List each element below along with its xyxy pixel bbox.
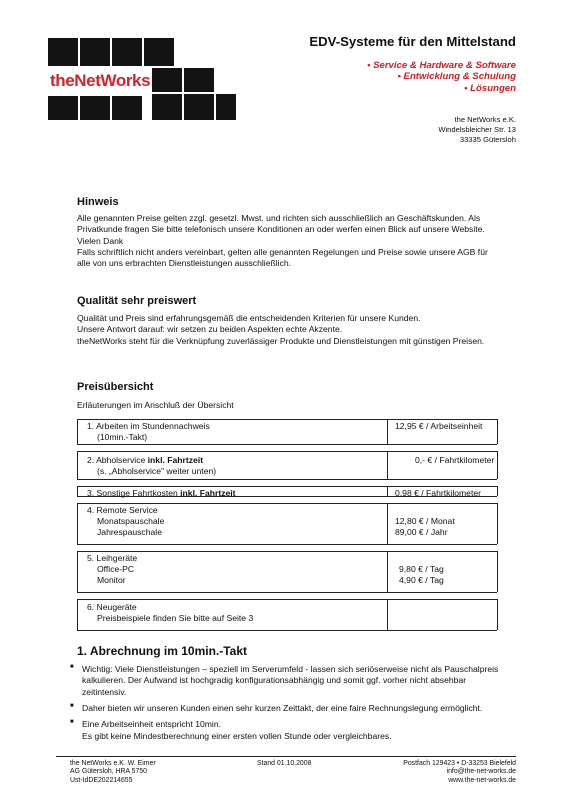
row-price: 0,- € / Fahrtkilometer bbox=[415, 455, 495, 465]
footer-contact bbox=[403, 760, 516, 785]
hinweis-text bbox=[77, 213, 497, 270]
row-price: 12,95 € / Arbeitseinheit bbox=[395, 421, 483, 431]
list-item-text: Daher bieten wir unseren Kunden einen sehr kurzen Zeittakt, der eine faire Rechnungslegung ermöglicht. bbox=[82, 703, 483, 714]
row-price: 9,80 € / Tag bbox=[399, 564, 444, 574]
logo-text: theNetWorks bbox=[50, 69, 150, 93]
row-label bbox=[87, 455, 203, 466]
table-rule bbox=[77, 630, 497, 631]
label-part: 3. Sonstige Fahrtkosten bbox=[87, 488, 181, 498]
table-rule bbox=[77, 419, 497, 420]
address-line: the NetWorks e.K. bbox=[454, 115, 516, 124]
table-rule bbox=[77, 486, 497, 487]
footer-line: AG Gütersloh, HRA 5750 bbox=[70, 768, 147, 776]
row-label: 5. Leihgeräte bbox=[87, 553, 138, 563]
bullet-icon: ■ bbox=[70, 703, 74, 710]
footer-email: info@the-net-works.de bbox=[446, 768, 516, 776]
footer-line: the NetWorks e.K. W. Eimer bbox=[70, 760, 156, 767]
address-line: Windelsbleicher Str. 13 bbox=[438, 125, 516, 135]
sender-address bbox=[438, 115, 516, 146]
table-rule bbox=[77, 451, 497, 452]
price-table bbox=[77, 419, 497, 630]
row-label: 4. Remote Service bbox=[87, 505, 158, 515]
row-sublabel: Monatspauschale bbox=[97, 516, 165, 526]
list-item-text: Wichtig: Viele Dienstleistungen – speziell im Serverumfeld - lassen sich seriöserweise nicht als Pauschalpreis kalkulieren. Der Aufwand ist hochgradig konfigurationsabhängig und somit ggf. vorher nicht absehbar zeitintensiv. bbox=[82, 664, 499, 697]
qualitaet-heading: Qualität sehr preiswert bbox=[77, 295, 197, 307]
table-rule bbox=[77, 599, 497, 600]
paragraph: theNetWorks steht für die Verknüpfung zuverlässiger Produkte und Dienstleistungen mit günstigen Preisen. bbox=[77, 335, 485, 346]
footer-date: Stand 01.10.2008 bbox=[257, 760, 312, 767]
hinweis-heading: Hinweis bbox=[77, 196, 119, 208]
row-sublabel: (10min.-Takt) bbox=[97, 432, 148, 442]
service-item: • Entwicklung & Schulung bbox=[397, 71, 516, 83]
preisuebersicht-heading: Preisübersicht bbox=[77, 381, 154, 393]
abrechnung-list bbox=[68, 664, 508, 747]
list-item-text: Es gibt keine Mindestberechnung einer ersten vollen Stunde oder vergleichbares. bbox=[82, 730, 392, 741]
row-sublabel: Monitor bbox=[97, 575, 126, 585]
row-label: 1. Arbeiten im Stundennachweis bbox=[87, 421, 210, 431]
row-label: 6. Neugeräte bbox=[87, 602, 137, 612]
bullet-icon: ■ bbox=[70, 664, 74, 670]
row-sublabel: Office-PC bbox=[97, 564, 135, 574]
footer-company bbox=[70, 760, 156, 785]
footer-divider bbox=[56, 756, 516, 757]
table-rule bbox=[77, 544, 497, 545]
list-item-text: Eine Arbeitseinheit entspricht 10min. bbox=[82, 719, 222, 730]
list-item bbox=[68, 719, 508, 742]
table-rule bbox=[77, 444, 497, 445]
list-item bbox=[68, 664, 508, 698]
qualitaet-text bbox=[77, 313, 497, 347]
services-list bbox=[367, 60, 516, 94]
abrechnung-heading: 1. Abrechnung im 10min.-Takt bbox=[77, 644, 248, 658]
paragraph: Qualität und Preis sind erfahrungsgemäß die entscheidenden Kriterien für unsere Kunden. bbox=[77, 313, 421, 323]
table-rule bbox=[77, 551, 497, 552]
paragraph: Alle genannten Preise gelten zzgl. gesetzl. Mwst. und richten sich ausschließlich an Geschäftskunden. Als Privatkunde fragen Sie bitte telefonisch unsere Konditionen an oder werfen einen Blick auf unsere Website. Vielen Dank bbox=[77, 213, 485, 246]
label-bold: inkl. Fahrtzeit bbox=[147, 455, 204, 465]
preisuebersicht-intro: Erläuterungen im Anschluß der Übersicht bbox=[77, 400, 234, 410]
header-title: EDV-Systeme für den Mittelstand bbox=[309, 34, 516, 49]
row-price: 0,98 € / Fahrtkilometer bbox=[395, 488, 481, 498]
service-item: • Service & Hardware & Software bbox=[367, 60, 516, 71]
paragraph: Unsere Antwort darauf: wir setzen zu beiden Aspekten echte Akzente. bbox=[77, 324, 343, 335]
table-rule bbox=[77, 592, 497, 593]
label-bold: inkl. Fahrtzeit bbox=[180, 488, 236, 498]
row-sublabel: Jahrespauschale bbox=[97, 527, 162, 537]
list-item bbox=[68, 703, 508, 714]
footer-line: Postfach 129423 • D-33253 Bielefeld bbox=[403, 760, 516, 767]
bullet-icon: ■ bbox=[70, 719, 74, 726]
row-price: 12,80 € / Monat bbox=[395, 516, 455, 526]
footer-line: Ust-IdDE202214655 bbox=[70, 776, 133, 784]
paragraph: Falls schriftlich nicht anders vereinbart, gelten alle genannten Regelungen und Preise sowie unsere AGB für alle von uns erbrachten Dienstleistungen ausschließlich. bbox=[77, 247, 488, 269]
row-label bbox=[87, 488, 236, 499]
company-logo bbox=[48, 38, 236, 120]
row-price: 89,00 € / Jahr bbox=[395, 527, 448, 537]
row-sublabel: (s. „Abholservice" weiter unten) bbox=[97, 466, 217, 476]
table-rule bbox=[77, 503, 497, 504]
table-rule bbox=[77, 479, 497, 480]
label-part: 2. Abholservice bbox=[87, 455, 148, 465]
service-item: • Lösungen bbox=[464, 82, 516, 94]
row-sublabel: Preisbeispiele finden Sie bitte auf Seite 3 bbox=[97, 613, 254, 623]
footer-website: www.the-net-works.de bbox=[448, 776, 516, 784]
row-price: 4,90 € / Tag bbox=[399, 575, 444, 585]
address-line: 33335 Gütersloh bbox=[459, 135, 516, 145]
